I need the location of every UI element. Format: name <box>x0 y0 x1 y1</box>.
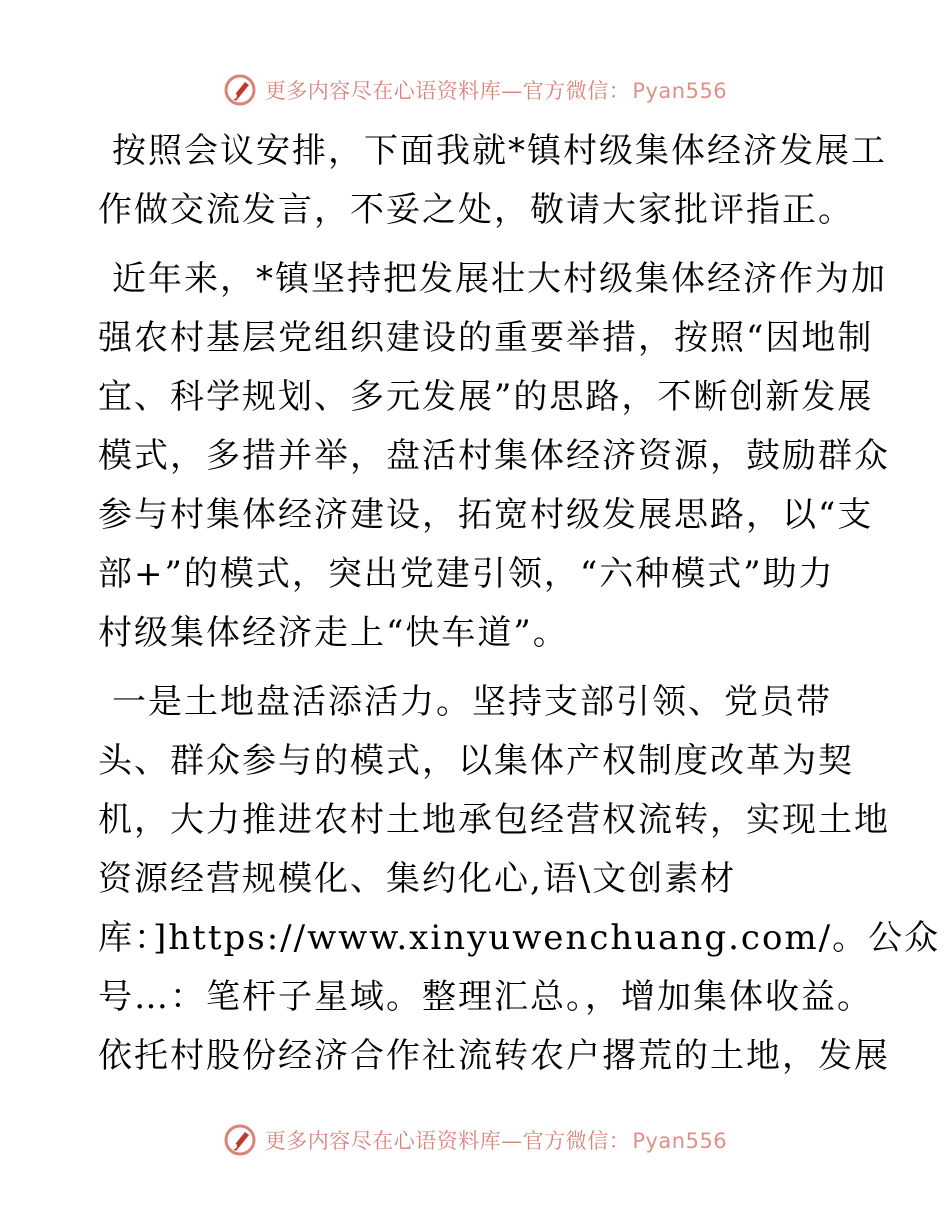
text-line: 号…：笔杆子星域。整理汇总。，增加集体收益。 <box>98 977 873 1017</box>
header-watermark <box>0 70 950 110</box>
text-line: 近年来，*镇坚持把发展壮大村级集体经济作为加 <box>112 259 887 299</box>
text-line: 库：]https://www.xinyuwenchuang.com/。公众 <box>98 918 941 958</box>
text-line: 机，大力推进农村土地承包经营权流转，实现土地 <box>98 800 890 840</box>
document-body <box>98 122 941 1096</box>
footer-watermark <box>0 1120 950 1160</box>
text-line: 村级集体经济走上“快车道”。 <box>98 613 569 653</box>
watermark-text: 更多内容尽在心语资料库—官方微信：Pyan556 <box>264 1129 728 1153</box>
paragraph-overview <box>98 250 890 663</box>
text-line: 按照会议安排，下面我就*镇村级集体经济发展工 <box>112 131 887 171</box>
text-line: 模式，多措并举，盘活村集体经济资源，鼓励群众 <box>98 436 890 476</box>
text-line: 部+”的模式，突出党建引领，“六种模式”助力 <box>98 554 835 594</box>
text-line: 资源经营规模化、集约化心,语\文创素材 <box>98 859 737 899</box>
text-line: 宜、科学规划、多元发展”的思路，不断创新发展 <box>98 377 874 417</box>
watermark-text: 更多内容尽在心语资料库—官方微信：Pyan556 <box>264 79 728 103</box>
text-line: 作做交流发言，不妥之处，敬请大家批评指正。 <box>98 190 854 230</box>
text-line: 参与村集体经济建设，拓宽村级发展思路，以“支 <box>98 495 874 535</box>
text-line: 强农村基层党组织建设的重要举措，按照“因地制 <box>98 318 874 358</box>
paragraph-intro <box>98 122 887 240</box>
text-line: 一是土地盘活添活力。坚持支部引领、党员带 <box>112 682 832 722</box>
text-line: 头、群众参与的模式，以集体产权制度改革为契 <box>98 741 854 781</box>
paragraph-land <box>98 673 941 1086</box>
text-line: 依托村股份经济合作社流转农户撂荒的土地，发展 <box>98 1036 890 1076</box>
pen-logo-icon <box>223 1123 257 1157</box>
pen-logo-icon <box>223 73 257 107</box>
